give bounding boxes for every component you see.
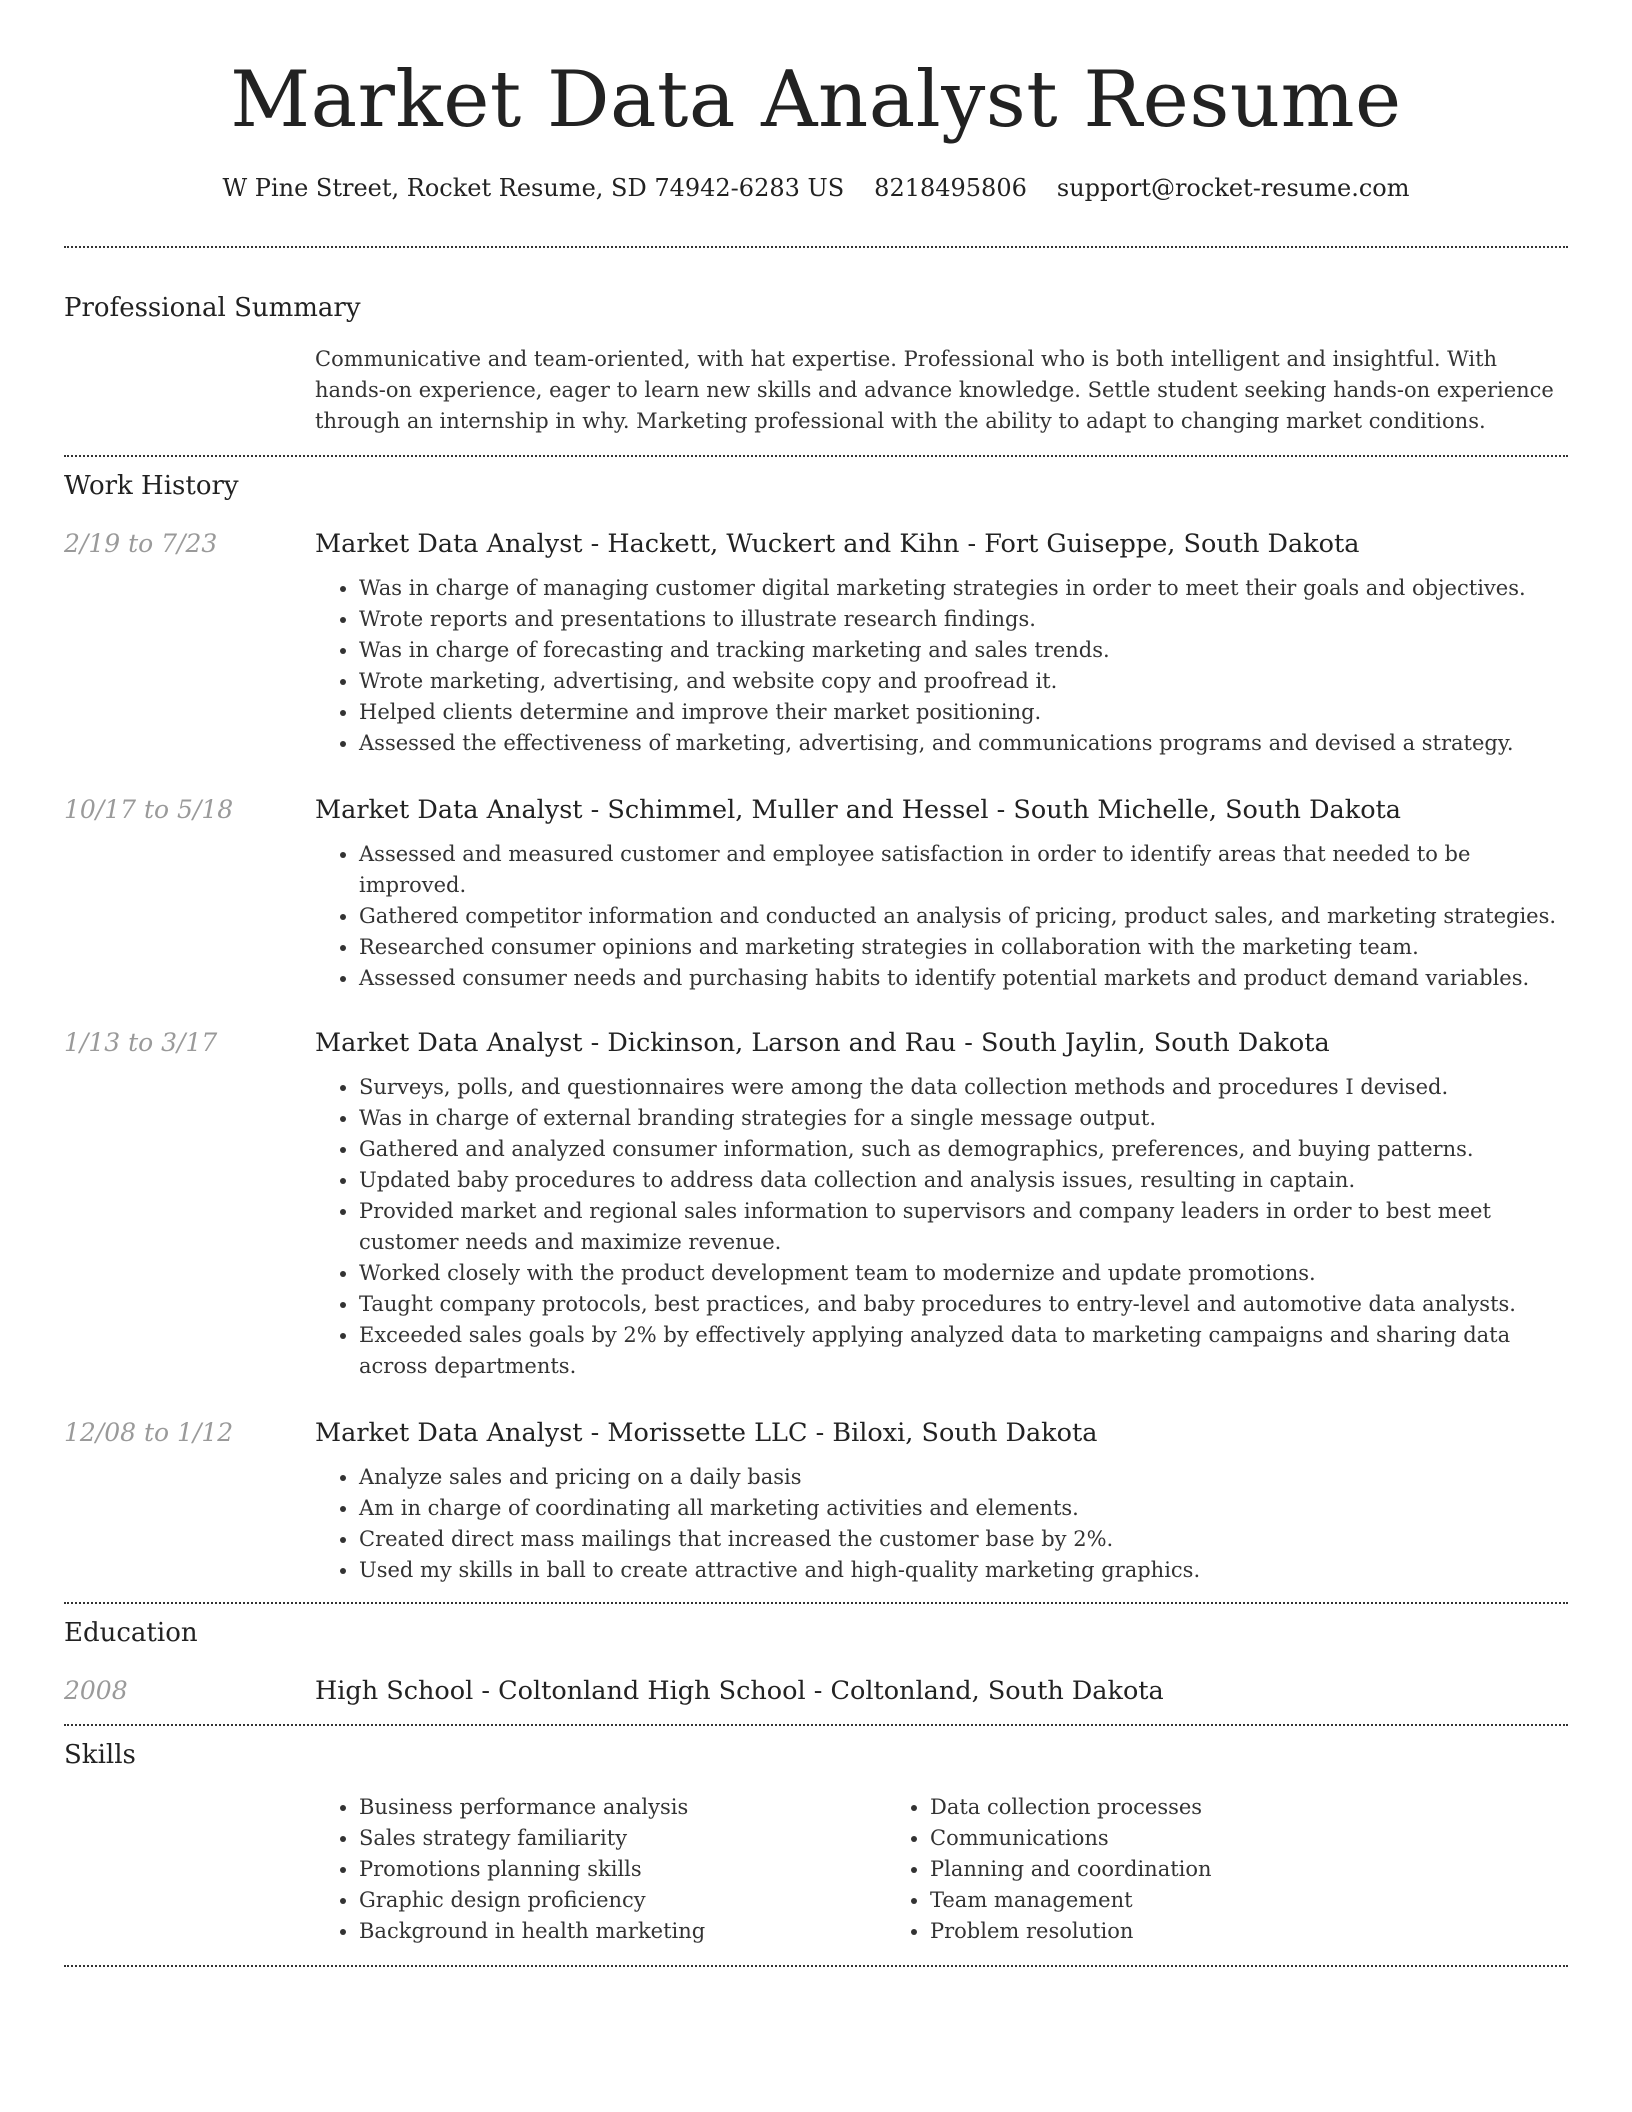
job-dates: 10/17 to 5/18 (64, 795, 234, 824)
job-entry (64, 793, 1568, 994)
section-divider (64, 1602, 1568, 1604)
job-bullets (315, 839, 1568, 994)
job-entry (64, 1026, 1568, 1382)
job-bullets (315, 573, 1568, 759)
list-item: • Promotions planning skills (359, 1854, 886, 1885)
list-item: • Surveys, polls, and questionnaires were among the data collection methods and procedures I devised. (359, 1072, 1568, 1103)
list-item: • Gathered and analyzed consumer information, such as demographics, preferences, and buying patterns. (359, 1134, 1568, 1165)
job-title: Market Data Analyst - Schimmel, Muller and Hessel - South Michelle, South Dakota (315, 795, 1401, 825)
list-item: • Helped clients determine and improve their market positioning. (359, 697, 1568, 728)
resume-title: Market Data Analyst Resume (230, 55, 1402, 145)
section-divider (64, 246, 1568, 248)
job-bullets (315, 1462, 1568, 1586)
job-bullets (315, 1072, 1568, 1382)
skills-heading: Skills (64, 1740, 136, 1770)
summary-text: Communicative and team-oriented, with hat expertise. Professional who is both intelligent and insightful. With hands-on experience, eager to learn new skills and advance knowledge. Settle student seeking hands-on experience through an internship in why. Marketing professional with the ability to adapt to changing market conditions. (315, 347, 1554, 433)
list-item: • Problem resolution (930, 1916, 1457, 1947)
section-divider (64, 1965, 1568, 1967)
list-item: • Sales strategy familiarity (359, 1823, 886, 1854)
list-item: • Wrote reports and presentations to illustrate research findings. (359, 604, 1568, 635)
skills-list-right (886, 1792, 1457, 1947)
job-dates: 12/08 to 1/12 (64, 1418, 234, 1447)
list-item: • Taught company protocols, best practices, and baby procedures to entry-level and automotive data analysts. (359, 1289, 1568, 1320)
list-item: • Team management (930, 1885, 1457, 1916)
list-item: • Analyze sales and pricing on a daily basis (359, 1462, 1568, 1493)
list-item: • Data collection processes (930, 1792, 1457, 1823)
list-item: • Created direct mass mailings that increased the customer base by 2%. (359, 1524, 1568, 1555)
summary-heading: Professional Summary (64, 293, 361, 323)
work-history-section (64, 469, 1568, 1586)
job-dates: 2/19 to 7/23 (64, 529, 218, 558)
list-item: • Updated baby procedures to address data collection and analysis issues, resulting in captain. (359, 1165, 1568, 1196)
education-title: High School - Coltonland High School - Coltonland, South Dakota (315, 1676, 1164, 1706)
section-divider (64, 1724, 1568, 1726)
job-entry (64, 527, 1568, 759)
list-item: • Assessed and measured customer and employee satisfaction in order to identify areas that needed to be improved. (359, 839, 1568, 901)
summary-section (64, 291, 1568, 437)
skills-grid (315, 1792, 1568, 1947)
education-year: 2008 (64, 1676, 128, 1705)
education-section (64, 1616, 1568, 1708)
list-item: • Worked closely with the product development team to modernize and update promotions. (359, 1258, 1568, 1289)
skills-section (64, 1738, 1568, 1947)
list-item: • Business performance analysis (359, 1792, 886, 1823)
job-dates: 1/13 to 3/17 (64, 1028, 218, 1057)
skills-list-left (315, 1792, 886, 1947)
list-item: • Exceeded sales goals by 2% by effectively applying analyzed data to marketing campaigns and sharing data across departments. (359, 1320, 1568, 1382)
list-item: • Used my skills in ball to create attractive and high-quality marketing graphics. (359, 1555, 1568, 1586)
list-item: • Background in health marketing (359, 1916, 886, 1947)
contact-address: W Pine Street, Rocket Resume, SD 74942-6283 US (222, 174, 845, 202)
contact-line (64, 172, 1568, 204)
section-divider (64, 455, 1568, 457)
list-item: • Was in charge of managing customer digital marketing strategies in order to meet their goals and objectives. (359, 573, 1568, 604)
list-item: • Assessed consumer needs and purchasing habits to identify potential markets and product demand variables. (359, 963, 1568, 994)
list-item: • Provided market and regional sales information to supervisors and company leaders in order to best meet customer needs and maximize revenue. (359, 1196, 1568, 1258)
list-item: • Wrote marketing, advertising, and website copy and proofread it. (359, 666, 1568, 697)
contact-email: support@rocket-resume.com (1056, 174, 1410, 202)
list-item: • Assessed the effectiveness of marketing, advertising, and communications programs and devised a strategy. (359, 728, 1568, 759)
list-item: • Was in charge of forecasting and tracking marketing and sales trends. (359, 635, 1568, 666)
list-item: • Planning and coordination (930, 1854, 1457, 1885)
job-title: Market Data Analyst - Morissette LLC - Biloxi, South Dakota (315, 1418, 1098, 1448)
list-item: • Researched consumer opinions and marketing strategies in collaboration with the marketing team. (359, 932, 1568, 963)
education-heading: Education (64, 1618, 198, 1648)
list-item: • Am in charge of coordinating all marketing activities and elements. (359, 1493, 1568, 1524)
list-item: • Communications (930, 1823, 1457, 1854)
work-history-heading: Work History (64, 471, 239, 501)
contact-phone: 8218495806 (874, 174, 1027, 202)
job-title: Market Data Analyst - Hackett, Wuckert and Kihn - Fort Guiseppe, South Dakota (315, 529, 1360, 559)
job-title: Market Data Analyst - Dickinson, Larson and Rau - South Jaylin, South Dakota (315, 1028, 1330, 1058)
job-entry (64, 1416, 1568, 1586)
education-entry (64, 1674, 1568, 1708)
list-item: • Was in charge of external branding strategies for a single message output. (359, 1103, 1568, 1134)
list-item: • Gathered competitor information and conducted an analysis of pricing, product sales, and marketing strategies. (359, 901, 1568, 932)
list-item: • Graphic design proficiency (359, 1885, 886, 1916)
